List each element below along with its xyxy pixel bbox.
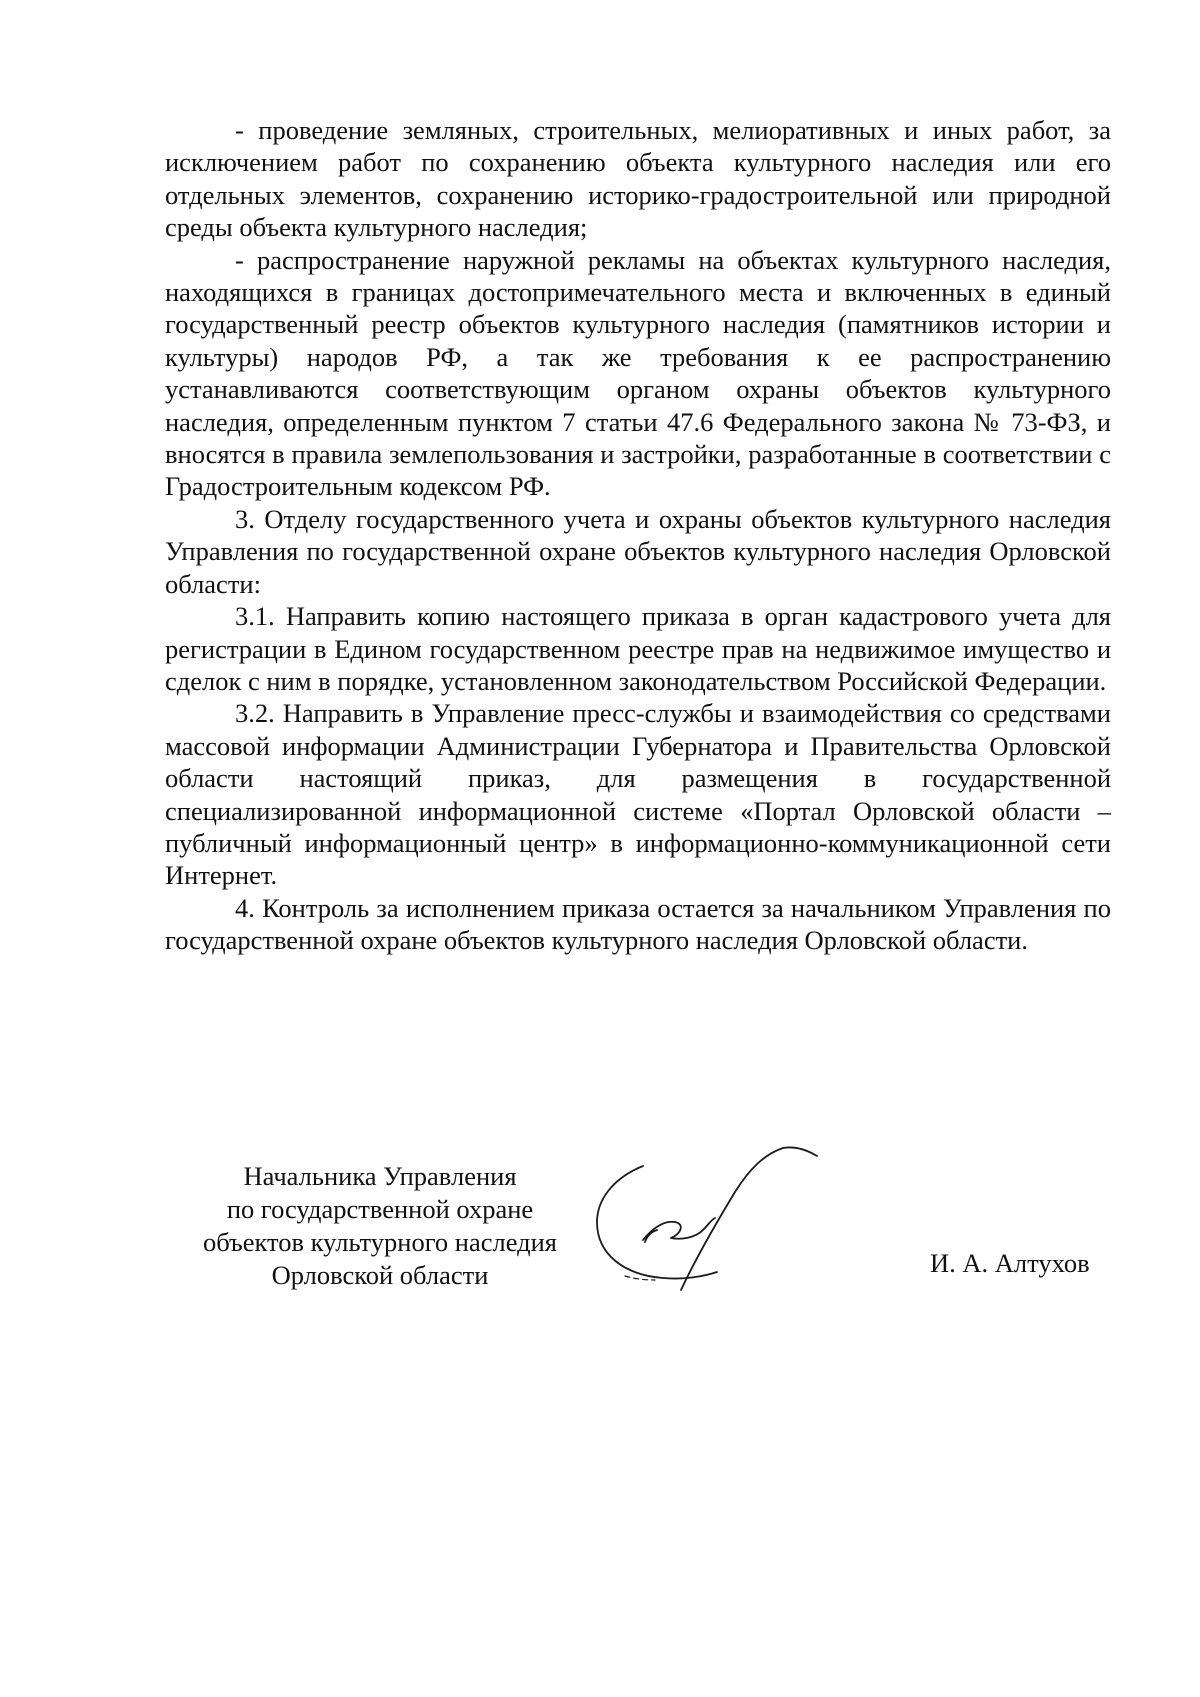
paragraph-outdoor-advertising: - распространение наружной рекламы на объектах культурного наследия, находящихся в границах достопримечательного места и включенных в единый государственный реестр объектов культурного наследия (памятников истории и культуры) народов РФ, а так же требования к ее распространению устанавливаются соответствующим органом охраны объектов культурного наследия, определенным пунктом 7 статьи 47.6 Федерального закона № 73-ФЗ, и вносятся в правила землепользования и застройки, разработанные в соответствии с Градостроительным кодексом РФ.	[165, 244, 1111, 502]
paragraph-item-3-2: 3.2. Направить в Управление пресс-службы и взаимодействия со средствами массовой информации Администрации Губернатора и Правительства Орловской области настоящий приказ, для размещения в государственной специализированной информационной системе «Портал Орловской области – публичный информационный центр» в информационно-коммуникационной сети Интернет.	[165, 698, 1111, 891]
paragraph-item-3: 3. Отделу государственного учета и охраны объектов культурного наследия Управления по государственной охране объектов культурного наследия Орловской области:	[165, 503, 1111, 599]
signatory-title-line: Начальника Управления	[243, 1161, 517, 1191]
signatory-title	[170, 1160, 590, 1292]
paragraph-item-4: 4. Контроль за исполнением приказа остается за начальником Управления по государственной охране объектов культурного наследия Орловской области.	[165, 892, 1111, 956]
paragraph-excavation-works: - проведение земляных, строительных, мелиоративных и иных работ, за исключением работ по сохранению объекта культурного наследия или его отдельных элементов, сохранению историко-градостроительной или природной среды объекта культурного наследия;	[165, 115, 1111, 243]
handwritten-signature	[585, 1130, 845, 1300]
document-body	[165, 114, 1111, 957]
paragraph-item-3-1: 3.1. Направить копию настоящего приказа в орган кадастрового учета для регистрации в Едином государственном реестре прав на недвижимое имущество и сделок с ним в порядке, установленном законодательством Российской Федерации.	[165, 601, 1111, 696]
signatory-title-line: объектов культурного наследия	[202, 1227, 557, 1257]
signatory-title-line: по государственной охране	[226, 1194, 534, 1224]
signatory-title-line: Орловской области	[271, 1260, 489, 1290]
signatory-name: И. А. Алтухов	[930, 1248, 1090, 1278]
